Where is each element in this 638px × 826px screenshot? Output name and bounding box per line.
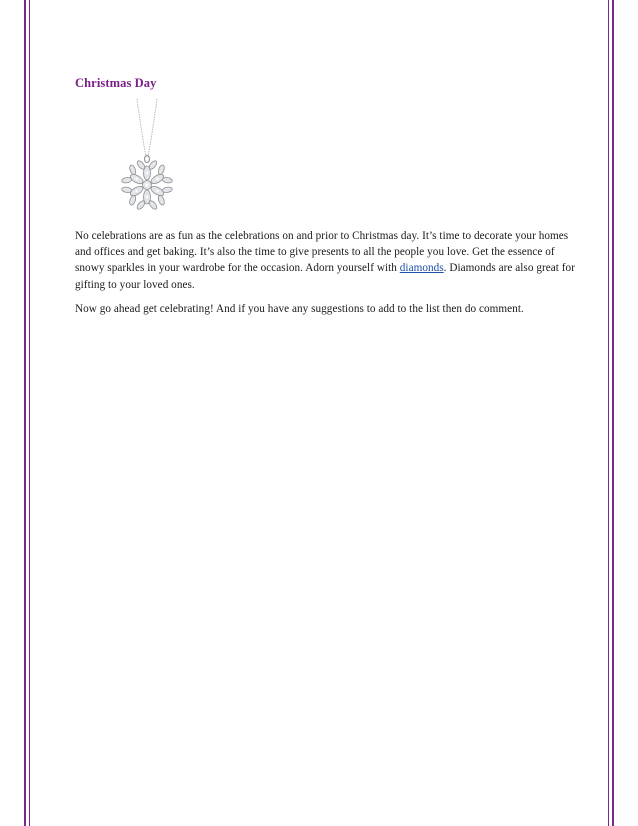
paragraph-closing: Now go ahead get celebrating! And if you have any suggestions to add to the list then do comment. [75,302,524,315]
page-border-left-outer [24,0,26,826]
page-border-left-inner [29,0,30,826]
section-heading: Christmas Day [75,76,157,90]
paragraph-1-text-after: . Diamonds are also great for gifting to your loved ones. [75,262,575,291]
paragraph-christmas-intro [75,228,575,293]
document-content [75,76,575,317]
snowflake-pendant-icon [97,99,197,219]
diamonds-link[interactable]: diamonds [399,262,444,275]
page-border-right-inner [608,0,609,826]
page-border-right-outer [612,0,614,826]
paragraph-1-text-before: No celebrations are as fun as the celebrations on and prior to Christmas day. It’s time to decorate your homes and offices and get baking. It’s also the time to give presents to all the people you love. Get the essence of snowy sparkles in your wardrobe for the occasion. Adorn yourself with [75,230,569,275]
